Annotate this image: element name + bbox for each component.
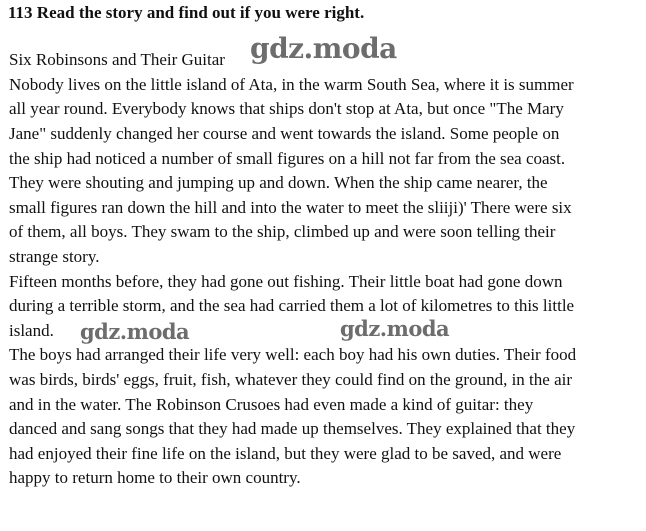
story-title: Six Robinsons and Their Guitar — [9, 50, 225, 69]
story-line: Jane" suddenly changed her course and went towards the island. Some people on — [9, 124, 560, 143]
story-line: had enjoyed their fine life on the island, but they were glad to be saved, and were — [9, 444, 562, 463]
watermark: gdz.moda — [340, 316, 450, 341]
story-line: of them, all boys. They swam to the ship, climbed up and were soon telling their — [9, 222, 556, 241]
story-line: happy to return home to their own country. — [9, 468, 301, 487]
story-line: during a terrible storm, and the sea had carried them a lot of kilometres to this little — [9, 296, 575, 315]
story-line: Nobody lives on the little island of Ata, in the warm South Sea, where it is summer — [9, 75, 574, 94]
story-line: island. — [9, 321, 54, 340]
story-line: the ship had noticed a number of small figures on a hill not far from the sea coast. — [9, 149, 566, 168]
story-line: They were shouting and jumping up and down. When the ship came nearer, the — [9, 173, 548, 192]
watermark: gdz.moda — [80, 319, 190, 344]
story-line: small figures ran down the hill and into the water to meet the sliiji)' There were six — [9, 198, 572, 217]
story-line: The boys had arranged their life very well: each boy had his own duties. Their food — [9, 345, 577, 364]
exercise-heading: 113 Read the story and find out if you were right. — [8, 3, 365, 22]
story-line: danced and sang songs that they had made up themselves. They explained that they — [9, 419, 576, 438]
story-line: all year round. Everybody knows that ships don't stop at Ata, but once "The Mary — [9, 99, 564, 118]
story-line: was birds, birds' eggs, fruit, fish, whatever they could find on the ground, in the air — [9, 370, 573, 389]
story-line: and in the water. The Robinson Crusoes had even made a kind of guitar: they — [9, 395, 534, 414]
story-line: Fifteen months before, they had gone out fishing. Their little boat had gone down — [9, 272, 563, 291]
watermark: gdz.moda — [250, 32, 397, 65]
story-line: strange story. — [9, 247, 100, 266]
